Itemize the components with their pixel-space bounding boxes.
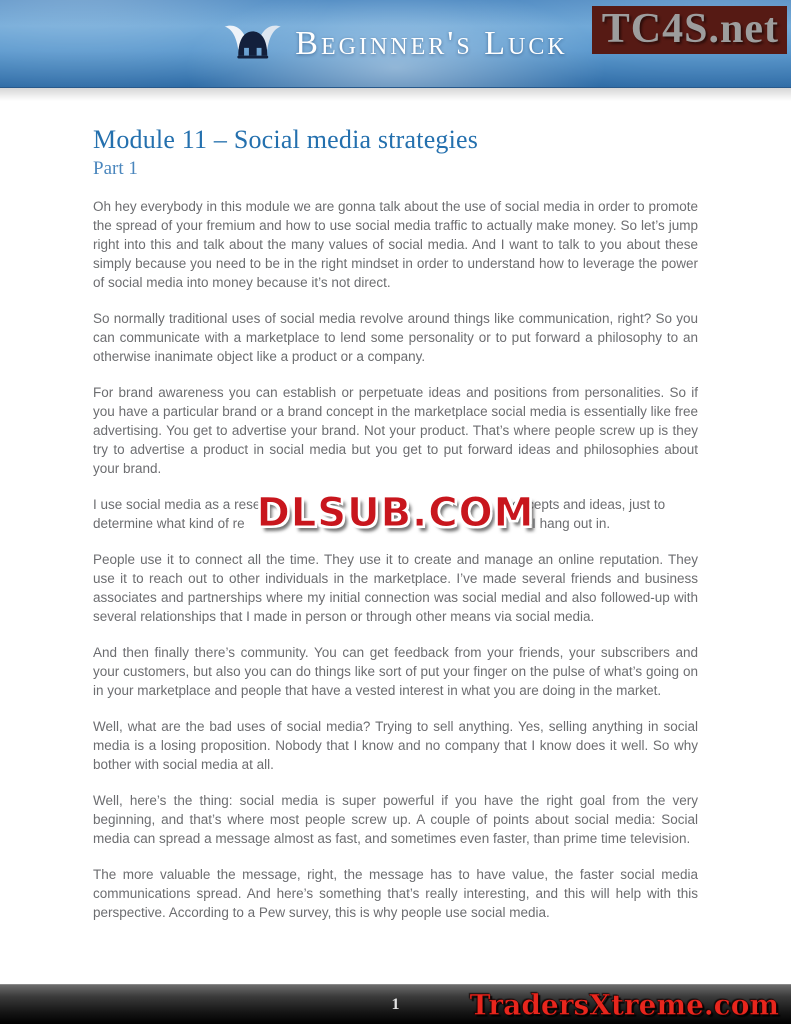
part-subtitle: Part 1 [93,158,138,179]
tc4s-corner-watermark: TC4S.net [592,6,787,54]
dlsub-watermark: DLSUB.COM [256,490,535,537]
beginners-luck-logo [223,21,567,67]
paragraph: So normally traditional uses of social media revolve around things like communication, right? So you can communicate with a marketplace to lend some personality or to put forward a philosophy to an otherwise inanimate object like a product or a company. [93,311,698,364]
page-footer [0,984,791,1024]
page-content [0,101,791,922]
paragraph: Well, here’s the thing: social media is super powerful if you have the right goal from the very beginning, and that’s where most people screw up. A couple of points about social media: Social media can spread a message almost as fast, and sometimes even faster, than prime time television. [93,793,698,846]
paragraph: For brand awareness you can establish or perpetuate ideas and positions from personalities. So if you have a particular brand or a brand concept in the marketplace social media is essentially like free advertising. You get to advertise your brand. Not your product. That’s where people screw up is they try to advertise a product in social media but you get to put forward ideas and philosophies about your brand. [93,385,698,476]
page-header [0,0,791,88]
text-fragment: I use social media as a rese [93,497,261,512]
paragraph: Oh hey everybody in this module we are gonna talk about the use of social media in order to promote the spread of your fremium and how to use social media traffic to actually make money. So let’s jump right into this and talk about the many values of social media. And I want to talk to you about these simply because you need to be in the right mindset in order to understand how to leverage the power of social media into money because it’s not direct. [93,199,698,290]
page-number: 1 [391,995,400,1013]
logo-title: Beginner's Luck [295,24,568,62]
paragraph-obscured [93,490,698,537]
paragraph: The more valuable the message, right, the message has to have value, the faster social media communications spread. And here’s something that’s really interesting, and this will help with this perspective. According to a Pew survey, this is why people use social media. [93,867,698,920]
paragraph: People use it to connect all the time. They use it to create and manage an online reputation. They use it to reach out to other individuals in the marketplace. I’ve made several friends and business associates and partnerships where my initial connection was social medial and also followed-up with several relationships that I made in person or through other means via social media. [93,552,698,624]
tradersxtreme-watermark: TradersXtreme.com [469,988,779,1021]
header-shadow-fade [0,88,791,101]
text-fragment: t I hang out in. [524,516,611,531]
viking-helmet-icon [223,21,281,67]
text-fragment: concepts and ideas, just to [505,497,666,512]
text-fragment: determine what kind of re [93,516,245,531]
paragraph: Well, what are the bad uses of social media? Trying to sell anything. Yes, selling anything in social media is a losing proposition. Nobody that I know and no company that I know does it well. So why bother with social media at all. [93,719,698,772]
module-title: Module 11 – Social media strategies [93,125,479,154]
paragraph: And then finally there’s community. You can get feedback from your friends, your subscribers and your customers, but also you can do things like sort of put your finger on the pulse of what’s going on in your marketplace and people that have a vested interest in what you are doing in the market. [93,645,698,698]
